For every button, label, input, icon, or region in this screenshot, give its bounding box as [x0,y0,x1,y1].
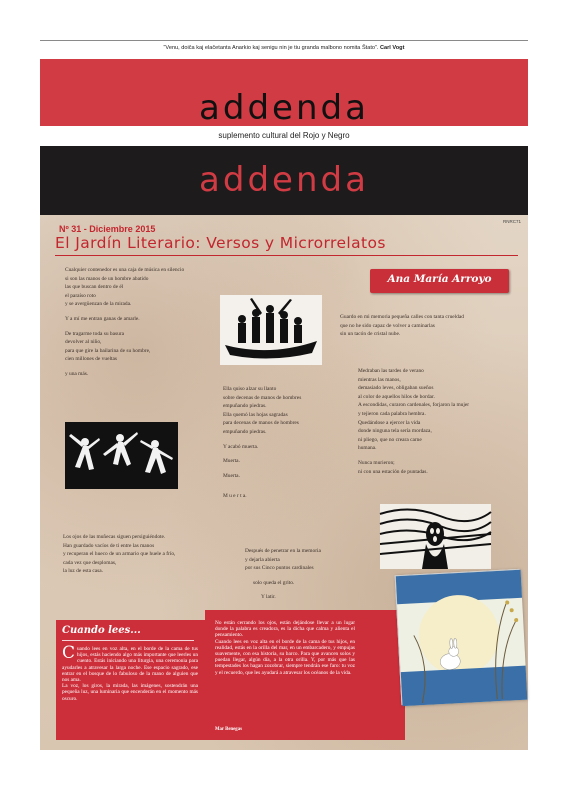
poem-line: Ella quiso alzar su llanto [223,386,277,392]
cuando-paragraph: Cuando lees en voz alta en el borde de la cama de tus hijos, en realidad, estás en la orilla del mar, en un embarcadero, y empujas suavemente, con esa historia, su barco. Para que avancen solos y puedan llegar, algún día, a la otra orilla. Y, por más que las tempestades los hagan zozobrar, siempre tendrán ese faro: tu voz y el recuerdo, que les ayudará a atravesar los océanos de la vida. [215,638,355,676]
poem-line: Cualquier contenedor es una caja de música en silencio [65,267,185,273]
literary-page [40,215,528,750]
author-name: Ana María Arroyo [387,273,492,285]
corner-mark: RNRC71 [502,219,521,224]
issue-number: Nº 31 - Diciembre 2015 [59,224,156,234]
header-quote [40,45,528,51]
poem-line: y se avergüenzan de la mirada. [65,301,132,308]
poem-line: donde ninguna tela sería mordaza, [358,428,432,435]
masthead-bottom: addenda [199,160,369,200]
poem-3 [340,313,464,339]
poem-line: si son las manos de un hombre abatido [65,275,149,282]
poem-line: Nunca murieron; [358,459,395,466]
quote-text: “Venu, doiĉa kaj elaĉetanta Anarkio kaj senigu nin je tiu granda malbono nomita Ŝtato”. [163,45,380,51]
dancers-illustration [65,422,178,489]
poem-line: De tragarme toda su basura [65,330,124,337]
poem-line: demasiado leves, obligaban sueños [358,385,434,392]
poem-line: Y latir. [261,594,276,601]
poem-line: cien millones de vueltas [65,356,117,363]
poem-line: Han guardado vacíos de ti entre las manos [63,542,155,549]
poem-line: sobre decenas de manos de hombres [223,394,302,401]
cuando-paragraph: La voz, los giros, la mirada, las imágenes, sostendrán una pequeña luz, una luminaria que encenderán en el momento más oscuro. [62,683,198,702]
poem-line: las que buscan dentro de él [65,284,124,291]
poem-line: empuñando piedras. [223,428,267,435]
poem-line: Muerta. [223,472,240,479]
moon-print-illustration [395,569,527,705]
poem-line: Muerta. [223,458,240,465]
poem-line: y recuperan el hueco de un armario que huele a frío, [63,551,176,558]
poem-line: que no he sido capaz de volver a caminarlas [340,322,435,329]
poem-2 [223,385,301,501]
masthead-red-band [40,59,528,126]
poem-line: sin un tacón de cristal nube. [340,331,401,338]
poem-line: al color de aquellos hilos de bordar. [358,393,435,400]
poem-line: para que gire la bailarina de su hombre, [65,347,151,354]
poem-line: Guardo en mi memoria pequeña calles con tanta crueldad [340,314,464,320]
cuando-rule [62,640,194,641]
author-banner [370,269,509,293]
cuando-column-2 [215,620,355,676]
poem-line: Después de penetrar en la memoria [245,548,321,554]
drop-cap: C [62,643,76,663]
cuando-paragraph: No están cerrando los ojos, están dejándose llevar a un lugar donde la palabra es creadora, es la dicha que calma y alienta el pensamiento. [215,620,355,639]
top-rule [40,40,528,41]
signature: Mar Benegas [215,727,242,732]
poem-line: la luz de esta casa. [63,568,103,575]
poem-line: ni pliego, que no creara carne [358,436,422,443]
poem-line: y tejieron cada palabra hembra. [358,410,426,417]
poem-line: M u e r t a. [223,493,247,500]
tagline: suplemento cultural del Rojo y Negro [218,131,350,140]
poem-line: Los ojos de las muñecas siguen persiguiéndote. [63,534,166,540]
poem-line: Quedándose a ejercer la vida [358,419,421,426]
poem-4 [358,367,469,476]
poem-line: y una más. [65,370,89,377]
poem-line: empuñando piedras. [223,403,267,410]
poem-line: mientras las manos, [358,376,401,383]
poem-line: el paraíso roto [65,292,96,299]
poem-line: Ella quemó las hojas sagradas [223,411,288,418]
poem-line: cada vez que desplomas, [63,559,117,566]
poem-line: Medraban las tardes de verano [358,368,424,374]
section-title: El Jardín Literario: Versos y Microrrelatos [55,234,386,252]
cuando-column-1 [62,643,198,702]
poem-line: Y acabó muerta. [223,443,259,450]
poem-6 [245,547,321,602]
cuando-paragraph: uando lees en voz alta, en el borde de la cama de tus hijos, estás haciendo algo más importante que leerles un cuento. Estás iniciando una liturgia, una ceremonia para ayudarles a atravesar la larga noche. Ese espacio sagrado, ese entrar en el bosque de lo fabuloso de la mano de alguien que nos ama. [62,646,198,684]
masthead-top: addenda [199,88,369,128]
masthead-black-band [40,146,528,215]
title-rule [55,255,518,256]
poem-line: solo queda el grito. [253,579,295,586]
poem-line: por sus Cinco puntos cardinales [245,565,314,572]
poem-line: humana. [358,445,377,452]
poem-1 [65,266,184,379]
poem-line: devolver al niño, [65,339,102,346]
cuando-title: Cuando lees... [62,625,141,636]
poem-5 [63,533,175,576]
scream-illustration [380,504,491,569]
poem-line: Y a mí me entran ganas de amarle. [65,315,140,322]
poem-line: y dejarla abierta [245,556,280,563]
poem-line: ni con una estación de puntadas. [358,468,428,475]
poem-line: A escondidas, curaron cardenales, forjaron la mujer [358,402,470,409]
quote-author: Carl Vogt [379,45,405,51]
poem-line: para decenas de manos de hombres [223,420,299,427]
boat-illustration [220,295,322,365]
